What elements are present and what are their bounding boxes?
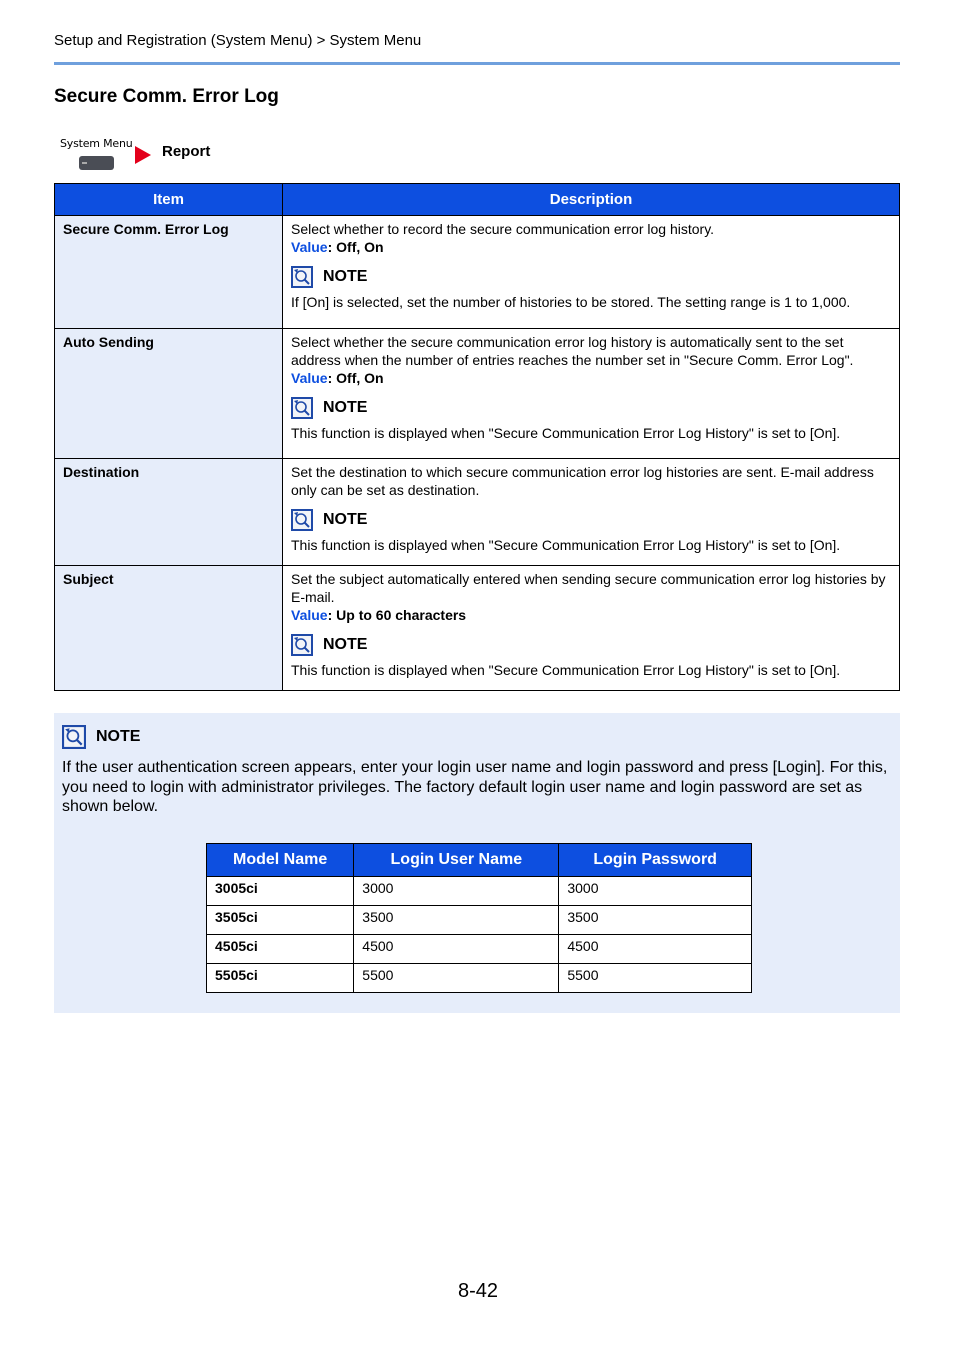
table-row — [207, 935, 752, 964]
model-name-cell: 3505ci — [207, 906, 354, 935]
description-cell — [283, 459, 900, 566]
login-password-cell: 4500 — [559, 935, 752, 964]
column-header-login-user-name: Login User Name — [354, 844, 559, 877]
login-defaults-table — [206, 843, 752, 993]
note-icon — [291, 397, 313, 419]
item-cell: Destination — [55, 459, 283, 566]
value-line — [291, 369, 891, 387]
table-row — [207, 964, 752, 993]
login-user-name-cell: 3500 — [354, 906, 559, 935]
column-header-model-name: Model Name — [207, 844, 354, 877]
login-user-name-cell: 5500 — [354, 964, 559, 993]
value-text: : Off, On — [327, 239, 384, 255]
breadcrumb: Setup and Registration (System Menu) > System Menu — [54, 32, 422, 49]
value-text: : Off, On — [327, 370, 384, 386]
column-header-description: Description — [283, 184, 900, 216]
item-cell: Auto Sending — [55, 329, 283, 459]
value-label: Value — [291, 239, 328, 255]
table-row — [55, 329, 900, 459]
note-icon — [291, 509, 313, 531]
table-row — [207, 906, 752, 935]
value-text: : Up to 60 characters — [327, 607, 467, 623]
note-text: If [On] is selected, set the number of histories to be stored. The setting range is 1 to 1,000. — [291, 294, 851, 310]
note-text: If the user authentication screen appears, enter your login user name and login password and press [Login]. For this, you need to login with administrator privileges. The factory default login user name and login password are set as shown below. — [62, 759, 888, 815]
description-cell — [283, 216, 900, 329]
table-row — [55, 216, 900, 329]
settings-table — [54, 183, 900, 691]
item-cell: Subject — [55, 566, 283, 691]
system-menu-key-icon — [79, 156, 114, 170]
header-divider — [54, 62, 900, 65]
table-row — [55, 459, 900, 566]
note-heading — [291, 633, 891, 657]
note-heading — [291, 508, 891, 532]
note-title: NOTE — [96, 728, 141, 745]
table-row — [55, 566, 900, 691]
note-text: This function is displayed when "Secure Communication Error Log History" is set to [On]. — [291, 662, 841, 678]
description-text: Select whether the secure communication error log history is automatically sent to the set address when the number of entries reaches the number set in "Secure Comm. Error Log". — [291, 334, 854, 368]
note-box — [54, 713, 900, 1013]
model-name-cell: 3005ci — [207, 877, 354, 906]
description-text: Set the destination to which secure communication error log histories are sent. E-mail address only can be set as destination. — [291, 464, 874, 498]
note-icon — [291, 634, 313, 656]
login-user-name-cell: 4500 — [354, 935, 559, 964]
login-password-cell: 3000 — [559, 877, 752, 906]
note-title: NOTE — [323, 511, 368, 528]
note-heading — [62, 725, 140, 749]
login-password-cell: 3500 — [559, 906, 752, 935]
note-heading — [291, 396, 891, 420]
value-label: Value — [291, 370, 328, 386]
table-row — [207, 877, 752, 906]
note-icon — [62, 725, 86, 749]
note-text: This function is displayed when "Secure Communication Error Log History" is set to [On]. — [291, 425, 841, 441]
path-report-label: Report — [162, 143, 211, 160]
value-line — [291, 606, 891, 624]
login-password-cell: 5500 — [559, 964, 752, 993]
description-text: Select whether to record the secure communication error log history. — [291, 221, 715, 237]
value-line — [291, 238, 891, 256]
note-title: NOTE — [323, 268, 368, 285]
note-title: NOTE — [323, 399, 368, 416]
model-name-cell: 5505ci — [207, 964, 354, 993]
system-menu-key-label: System Menu — [60, 137, 133, 150]
value-label: Value — [291, 607, 328, 623]
description-cell — [283, 329, 900, 459]
column-header-login-password: Login Password — [559, 844, 752, 877]
arrow-right-icon — [135, 146, 151, 164]
note-heading — [291, 265, 891, 289]
page-number: 8-42 — [458, 1280, 499, 1302]
table-header-row — [207, 844, 752, 877]
description-text: Set the subject automatically entered when sending secure communication error log histories by E-mail. — [291, 571, 886, 605]
model-name-cell: 4505ci — [207, 935, 354, 964]
table-header-row — [55, 184, 900, 216]
column-header-item: Item — [55, 184, 283, 216]
note-icon — [291, 266, 313, 288]
description-cell — [283, 566, 900, 691]
menu-path — [60, 136, 360, 176]
note-text: This function is displayed when "Secure Communication Error Log History" is set to [On]. — [291, 537, 841, 553]
note-title: NOTE — [323, 636, 368, 653]
item-cell: Secure Comm. Error Log — [55, 216, 283, 329]
login-user-name-cell: 3000 — [354, 877, 559, 906]
page-title: Secure Comm. Error Log — [54, 86, 279, 107]
